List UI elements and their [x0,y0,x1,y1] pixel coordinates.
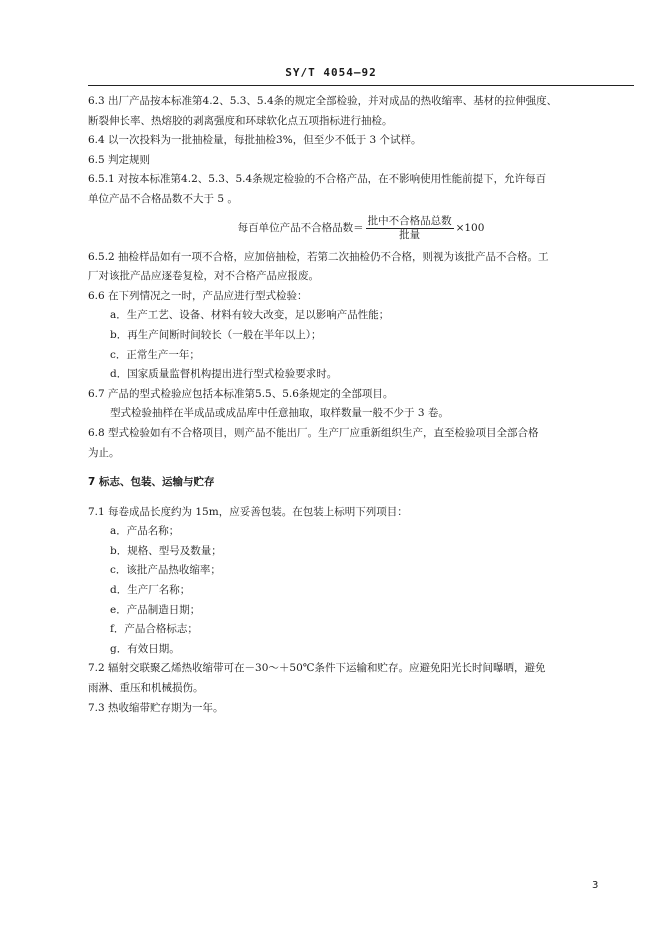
text-line: 6.7 产品的型式检验应包括本标准第5.5、5.6条规定的全部项目。 [88,387,394,400]
text-line: 6.8 型式检验如有不合格项目，则产品不能出厂。生产厂应重新组织生产，直至检验项目全部合格 [88,426,539,439]
formula [88,212,634,246]
formula-lhs: 每百单位产品不合格品数＝ [237,222,364,234]
text-line: d．生产厂名称； [110,584,191,597]
text-line: 断裂伸长率、热熔胶的剥离强度和环球软化点五项指标进行抽检。 [88,114,393,127]
text-line: 型式检验抽样在半成品或成品库中任意抽取，取样数量一般不少于 3 卷。 [110,407,449,420]
text-line: 厂对该批产品应逐卷复检，对不合格产品应报废。 [88,270,319,283]
formula-fraction [366,215,454,242]
text-line: a．产品名称； [110,525,180,538]
text-line: 单位产品不合格品数不大于 5 。 [88,192,238,205]
text-line: e．产品制造日期； [110,603,201,616]
text-block-2 [88,248,634,719]
text-line: d．国家质量监督机构提出进行型式检验要求时。 [110,368,338,381]
page-number: 3 [592,880,599,891]
text-line: 6.5.1 对按本标准第4.2、5.3、5.4条规定检验的不合格产品，在不影响使用性能前提下，允许每百 [88,173,547,186]
text-line: 为止。 [88,446,120,459]
text-block-1 [88,92,634,210]
text-line: c．正常生产一年； [110,348,200,361]
text-line: b．再生产间断时间较长（一般在半年以上）； [110,328,322,341]
text-line: c．该批产品热收缩率； [110,564,221,577]
text-line: 6.5 判定规则 [88,153,151,166]
formula-numerator: 批中不合格品总数 [366,215,454,229]
formula-denominator: 批量 [399,229,421,242]
text-line: 6.4 以一次投料为一批抽检量，每批抽检3%，但至少不低于 3 个试样。 [88,134,422,147]
text-line: 6.5.2 抽检样品如有一项不合格，应加倍抽检，若第二次抽检仍不合格，则视为该批产品不合格。工 [88,250,549,263]
section-heading: 7 标志、包装、运输与贮存 [88,476,215,489]
header-rule [88,85,634,86]
standard-code-header: SY/T 4054—92 [285,66,377,79]
text-line: b．规格、型号及数量； [110,544,222,557]
text-line: f．产品合格标志； [110,623,198,636]
text-line: 6.6 在下列情况之一时，产品应进行型式检验： [88,289,308,302]
document-body [88,92,634,718]
text-line: a．生产工艺、设备、材料有较大改变，足以影响产品性能； [110,309,390,322]
formula-rhs: ×100 [455,222,485,234]
text-line: g．有效日期。 [110,642,180,655]
text-line: 7.1 每卷成品长度约为 15m，应妥善包装。在包装上标明下列项目： [88,505,408,518]
text-line: 6.3 出厂产品按本标准第4.2、5.3、5.4条的规定全部检验，并对成品的热收缩率、基材的拉伸强度、 [88,95,558,107]
text-line: 雨淋、重压和机械损伤。 [88,682,204,695]
text-line: 7.3 热收缩带贮存期为一年。 [88,701,224,714]
text-line: 7.2 辐射交联聚乙烯热收缩带可在－30～＋50℃条件下运输和贮存。应避免阳光长时间曝晒，避免 [88,662,546,675]
